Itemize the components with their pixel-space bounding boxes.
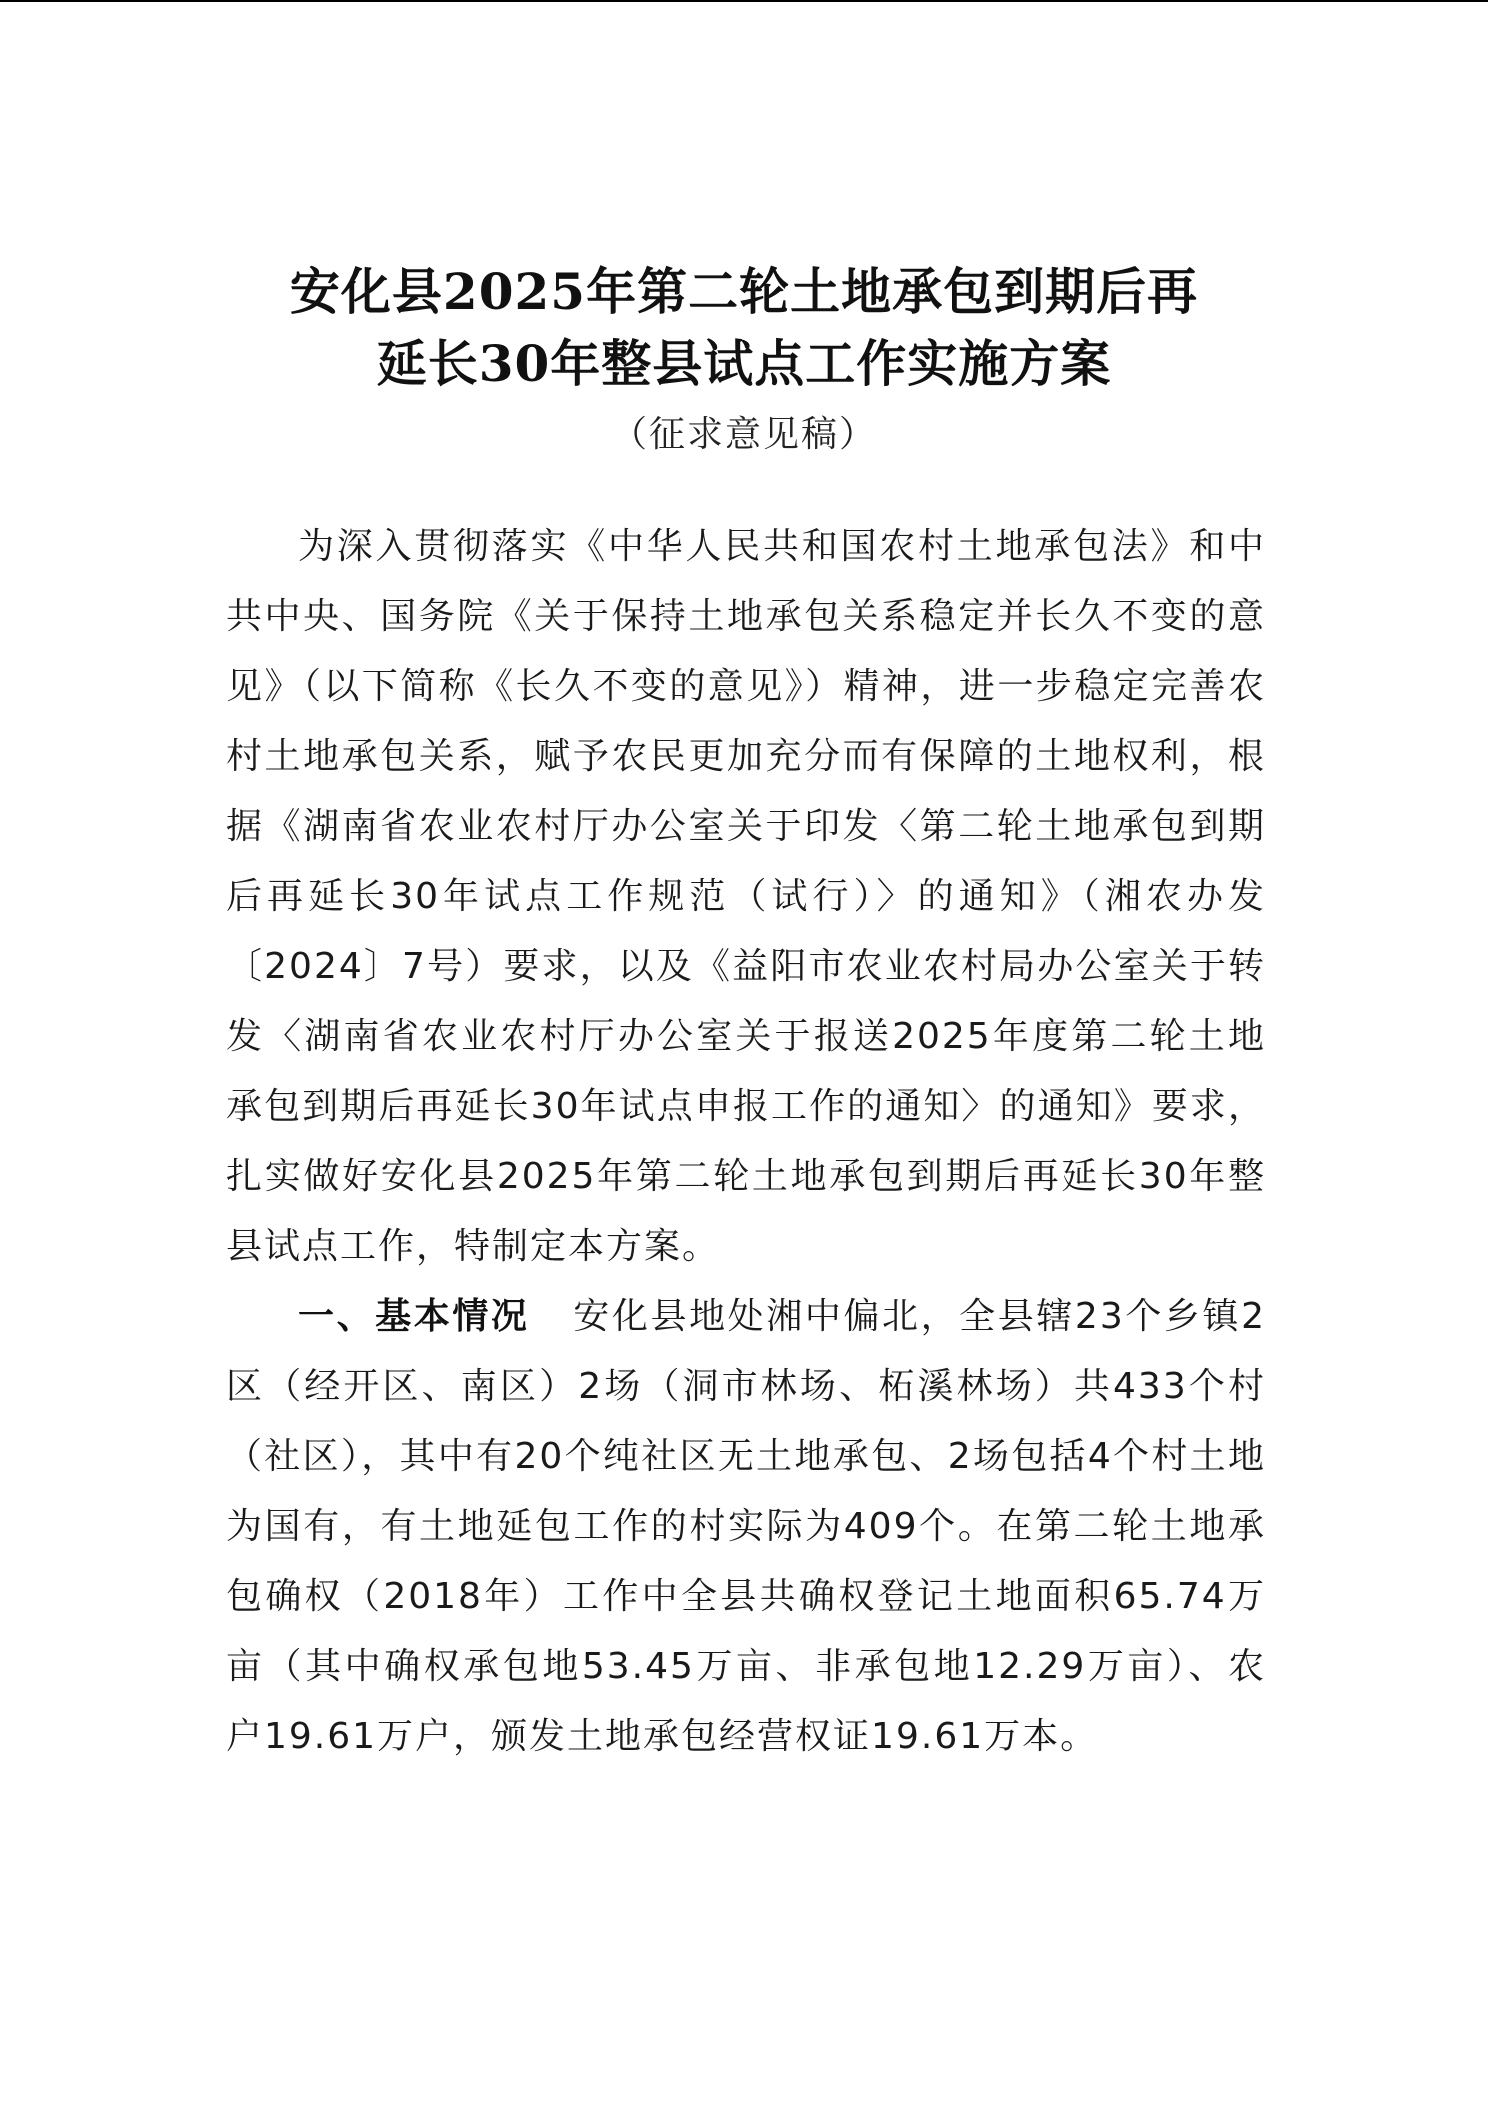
section-heading: 一、基本情况 bbox=[298, 1296, 530, 1337]
section-text: 安化县地处湘中偏北，全县辖23个乡镇2区（经开区、南区）2场（洞市林场、柘溪林场）共433个村（社区），其中有20个纯社区无土地承包、2场包括4个村土地为国有，有土地延包工作的村实际为409个。在第二轮土地承包确权（2018年）工作中全县共确权登记土地面积65.74万亩（其中确权承包地53.45万亩、非承包地12.29万亩）、农户19.61万户，颁发土地承包经营权证19.61万本。 bbox=[226, 1296, 1266, 1757]
document-subtitle: （征求意见稿） bbox=[610, 414, 877, 455]
document-body bbox=[226, 512, 1266, 1772]
section-basic-info bbox=[226, 1282, 1266, 1772]
intro-paragraph: 为深入贯彻落实《中华人民共和国农村土地承包法》和中共中央、国务院《关于保持土地承包关系稳定并长久不变的意见》（以下简称《长久不变的意见》）精神，进一步稳定完善农村土地承包关系，赋予农民更加充分而有保障的土地权利，根据《湖南省农业农村厅办公室关于印发〈第二轮土地承包到期后再延长30年试点工作规范（试行）〉的通知》（湘农办发〔2024〕7号）要求，以及《益阳市农业农村局办公室关于转发〈湖南省农业农村厅办公室关于报送2025年度第二轮土地承包到期后再延长30年试点申报工作的通知〉的通知》要求，扎实做好安化县2025年第二轮土地承包到期后再延长30年整县试点工作，特制定本方案。 bbox=[226, 526, 1266, 1267]
document-title-line-2: 延长30年整县试点工作实施方案 bbox=[376, 334, 1112, 393]
document-title-line-1: 安化县2025年第二轮土地承包到期后再 bbox=[289, 262, 1199, 321]
